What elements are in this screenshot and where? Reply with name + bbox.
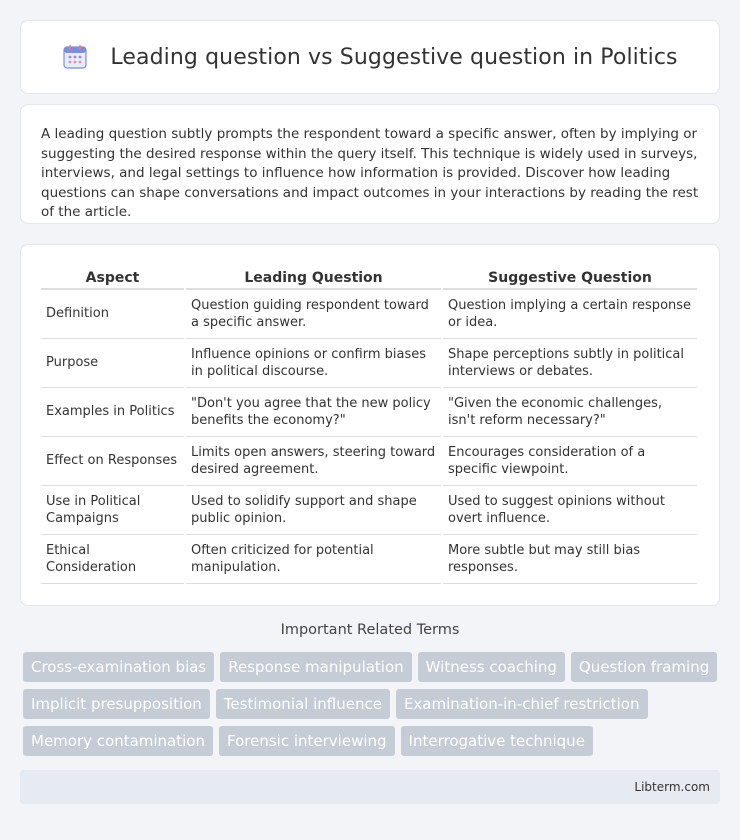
calendar-icon <box>62 44 88 70</box>
header-suggestive-question: Suggestive Question <box>443 263 697 290</box>
tag-examination-in-chief-restriction[interactable]: Examination-in-chief restriction <box>396 689 648 719</box>
tag-question-framing[interactable]: Question framing <box>571 652 717 682</box>
cell-leading: Question guiding respondent toward a specific answer. <box>186 290 441 339</box>
tag-interrogative-technique[interactable]: Interrogative technique <box>401 726 593 756</box>
cell-suggestive: Shape perceptions subtly in political interviews or debates. <box>443 339 697 388</box>
cell-aspect: Effect on Responses <box>41 437 184 486</box>
tag-memory-contamination[interactable]: Memory contamination <box>23 726 213 756</box>
table-header-row <box>41 263 697 290</box>
cell-aspect: Purpose <box>41 339 184 388</box>
tag-testimonial-influence[interactable]: Testimonial influence <box>216 689 390 719</box>
cell-suggestive: Used to suggest opinions without overt influence. <box>443 486 697 535</box>
tag-witness-coaching[interactable]: Witness coaching <box>418 652 565 682</box>
page-title: Leading question vs Suggestive question in Politics <box>110 44 678 70</box>
intro-paragraph: A leading question subtly prompts the respondent toward a specific answer, often by implying or suggesting the desired response within the query itself. This technique is widely used in surveys, interviews, and legal settings to influence how information is provided. Discover how leading questions can shape conversations and impact outcomes in your interactions by reading the rest of the article. <box>41 126 699 220</box>
tag-implicit-presupposition[interactable]: Implicit presupposition <box>23 689 210 719</box>
intro-card <box>20 104 720 224</box>
table-row <box>41 339 697 388</box>
table-row <box>41 290 697 339</box>
table-row <box>41 388 697 437</box>
tag-forensic-interviewing[interactable]: Forensic interviewing <box>219 726 395 756</box>
cell-aspect: Use in Political Campaigns <box>41 486 184 535</box>
tag-cross-examination-bias[interactable]: Cross-examination bias <box>23 652 214 682</box>
cell-leading: "Don't you agree that the new policy benefits the economy?" <box>186 388 441 437</box>
related-terms-tags <box>20 652 720 756</box>
cell-aspect: Definition <box>41 290 184 339</box>
table-row <box>41 535 697 584</box>
cell-suggestive: More subtle but may still bias responses. <box>443 535 697 584</box>
table-row <box>41 486 697 535</box>
cell-leading: Influence opinions or confirm biases in political discourse. <box>186 339 441 388</box>
cell-suggestive: Encourages consideration of a specific viewpoint. <box>443 437 697 486</box>
header-leading-question: Leading Question <box>186 263 441 290</box>
cell-leading: Often criticized for potential manipulation. <box>186 535 441 584</box>
table-row <box>41 437 697 486</box>
footer-site-link[interactable]: Libterm.com <box>634 780 710 794</box>
cell-aspect: Ethical Consideration <box>41 535 184 584</box>
footer <box>20 770 720 804</box>
cell-aspect: Examples in Politics <box>41 388 184 437</box>
cell-leading: Used to solidify support and shape public opinion. <box>186 486 441 535</box>
comparison-table <box>39 263 699 584</box>
cell-leading: Limits open answers, steering toward desired agreement. <box>186 437 441 486</box>
comparison-table-card <box>20 244 720 606</box>
cell-suggestive: Question implying a certain response or idea. <box>443 290 697 339</box>
related-terms-title: Important Related Terms <box>280 622 460 638</box>
header-aspect: Aspect <box>41 263 184 290</box>
cell-suggestive: "Given the economic challenges, isn't reform necessary?" <box>443 388 697 437</box>
tag-response-manipulation[interactable]: Response manipulation <box>220 652 411 682</box>
title-card <box>20 20 720 94</box>
related-terms-section <box>20 622 720 756</box>
